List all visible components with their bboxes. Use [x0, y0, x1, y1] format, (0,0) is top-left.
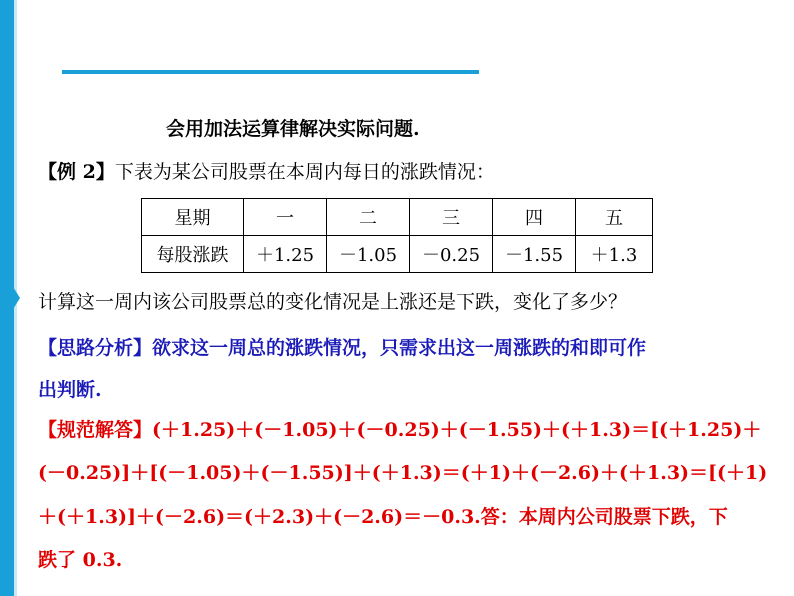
table-cell: 四	[493, 199, 576, 236]
analysis-line-1	[38, 336, 646, 360]
table-cell: －1.05	[327, 236, 410, 273]
table-cell: 三	[410, 199, 493, 236]
table-cell: 星期	[142, 199, 244, 236]
analysis-line-2: 出判断.	[38, 379, 102, 401]
analysis-tag: 【思路分析】	[38, 337, 153, 359]
table-cell: 一	[244, 199, 327, 236]
learning-objective: 会用加法运算律解决实际问题.	[166, 118, 420, 140]
table-cell: ＋1.3	[576, 236, 653, 273]
solution-line-2: (－0.25)]＋[(－1.05)＋(－1.55)]＋(＋1.3)＝(＋1)＋(－2.6)＋(＋1.3)＝[(＋1)	[38, 462, 768, 484]
table-header-row	[142, 199, 653, 236]
question-text: 计算这一周内该公司股票总的变化情况是上涨还是下跌，变化了多少？	[38, 291, 628, 313]
example-text: 下表为某公司股票在本周内每日的涨跌情况：	[114, 161, 495, 183]
title-underline	[62, 70, 479, 74]
analysis-text: 欲求这一周总的涨跌情况，只需求出这一周涨跌的和即可作	[152, 337, 647, 359]
table-cell: 二	[327, 199, 410, 236]
table-cell: －0.25	[410, 236, 493, 273]
left-notch-marker	[10, 282, 20, 314]
solution-line-1	[38, 418, 761, 442]
solution-text: (＋1.25)＋(－1.05)＋(－0.25)＋(－1.55)＋(＋1.3)＝[(＋1.25)＋	[152, 419, 762, 441]
solution-tag: 【规范解答】	[38, 419, 153, 441]
solution-line-3: ＋(＋1.3)]＋(－2.6)＝(＋2.3)＋(－2.6)＝－0.3.答：本周内公司股票下跌，下	[38, 506, 728, 528]
table-row	[142, 236, 653, 273]
stock-change-table	[141, 198, 653, 273]
solution-line-4: 跌了 0.3.	[38, 549, 123, 571]
example-heading	[38, 160, 495, 184]
table-cell: －1.55	[493, 236, 576, 273]
table-cell: 每股涨跌	[142, 236, 244, 273]
table-cell: ＋1.25	[244, 236, 327, 273]
example-tag: 【例 2】	[38, 161, 115, 183]
table-cell: 五	[576, 199, 653, 236]
